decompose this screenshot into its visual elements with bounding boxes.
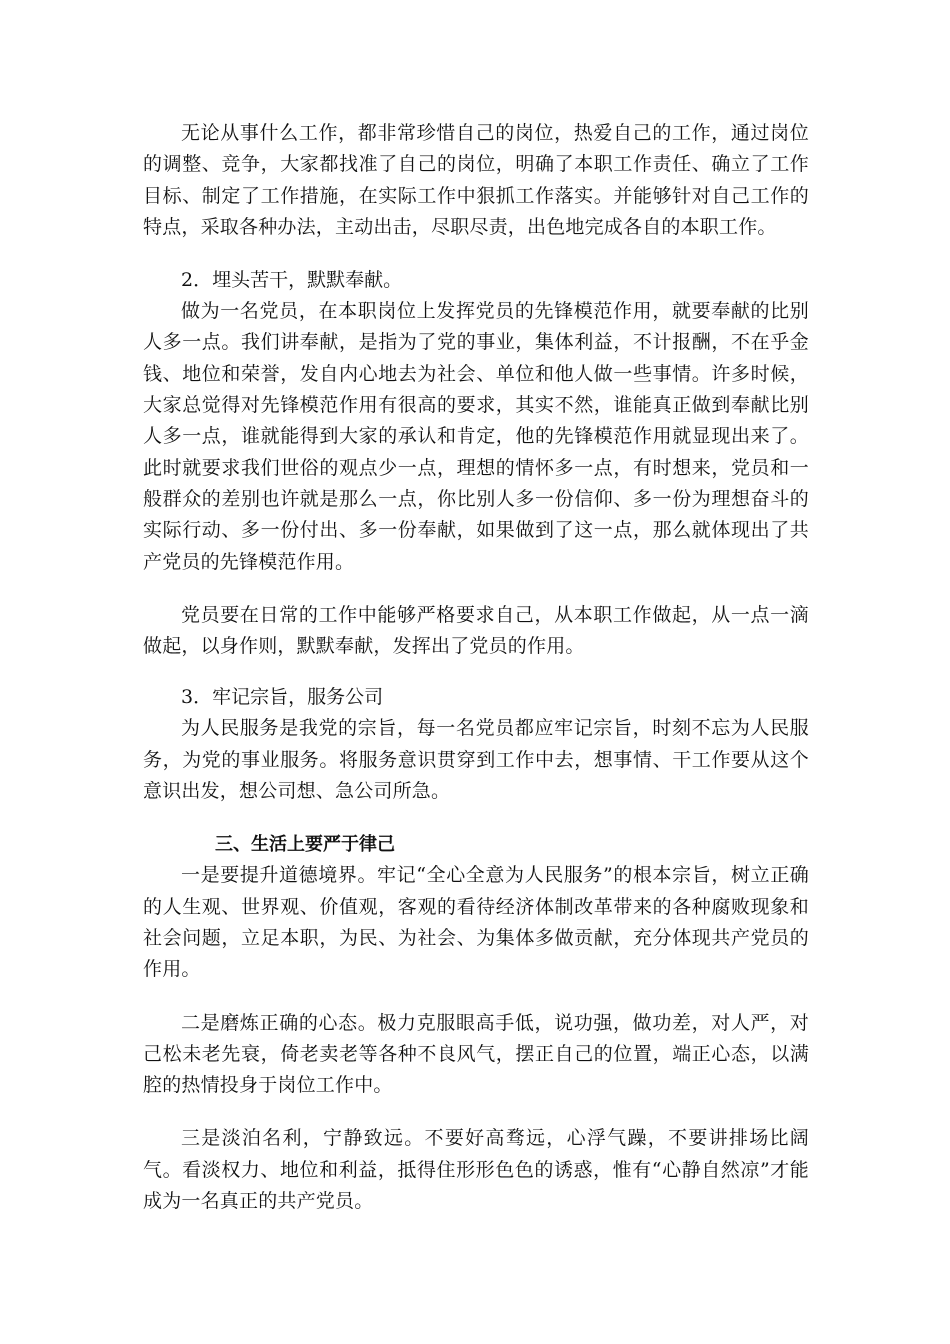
paragraph-moral-realm: 一是要提升道德境界。牢记“全心全意为人民服务”的根本宗旨，树立正确的人生观、世界观、价值观，客观的看待经济体制改革带来的各种腐败现象和社会问题，立足本职，为民、为社会、为集体多做贡献，充分体现共产党员的作用。: [143, 864, 809, 981]
paragraph-right-mindset: 二是磨炼正确的心态。极力克服眼高手低，说功强，做功差，对人严，对己松未老先衰，倚老卖老等各种不良风气，摆正自己的位置，端正心态，以满腔的热情投身于岗位工作中。: [143, 1011, 809, 1097]
paragraph-work-dedication: 无论从事什么工作，都非常珍惜自己的岗位，热爱自己的工作，通过岗位的调整、竞争，大家都找准了自己的岗位，明确了本职工作责任、确立了工作目标、制定了工作措施，在实际工作中狠抓工作落实。并能够针对自己工作的特点，采取各种办法，主动出击，尽职尽责，出色地完成各自的本职工作。: [143, 122, 809, 238]
subheading-hard-work: 2．埋头苦干，默默奉献。: [181, 269, 403, 292]
document-page: [143, 118, 809, 1217]
subheading-serve-company: 3．牢记宗旨，服务公司: [181, 686, 384, 709]
paragraph-indifferent-fame: 三是淡泊名利，宁静致远。不要好高骛远，心浮气躁，不要讲排场比阔气。看淡权力、地位和利益，抵得住形形色色的诱惑，惟有“心静自然凉”才能成为一名真正的共产党员。: [143, 1127, 809, 1213]
paragraph-strict-self: 党员要在日常的工作中能够严格要求自己，从本职工作做起，从一点一滴做起，以身作则，默默奉献，发挥出了党员的作用。: [143, 603, 809, 658]
section-heading-life-discipline: 三、生活上要严于律己: [215, 834, 395, 856]
paragraph-serve-people: 为人民服务是我党的宗旨，每一名党员都应牢记宗旨，时刻不忘为人民服务，为党的事业服务。将服务意识贯穿到工作中去，想事情、干工作要从这个意识出发，想公司想、急公司所急。: [143, 717, 809, 803]
paragraph-dedication: 做为一名党员，在本职岗位上发挥党员的先锋模范作用，就要奉献的比别人多一点。我们讲奉献，是指为了党的事业，集体利益，不计报酬，不在乎金钱、地位和荣誉，发自内心地去为社会、单位和他人做一些事情。许多时候，大家总觉得对先锋模范作用有很高的要求，其实不然，谁能真正做到奉献比别人多一点，谁就能得到大家的承认和肯定，他的先锋模范作用就显现出来了。此时就要求我们世俗的观点少一点，理想的情怀多一点，有时想来，党员和一般群众的差别也许就是那么一点，你比别人多一份信仰、多一份为理想奋斗的实际行动、多一份付出、多一份奉献，如果做到了这一点，那么就体现出了共产党员的先锋模范作用。: [143, 300, 809, 573]
